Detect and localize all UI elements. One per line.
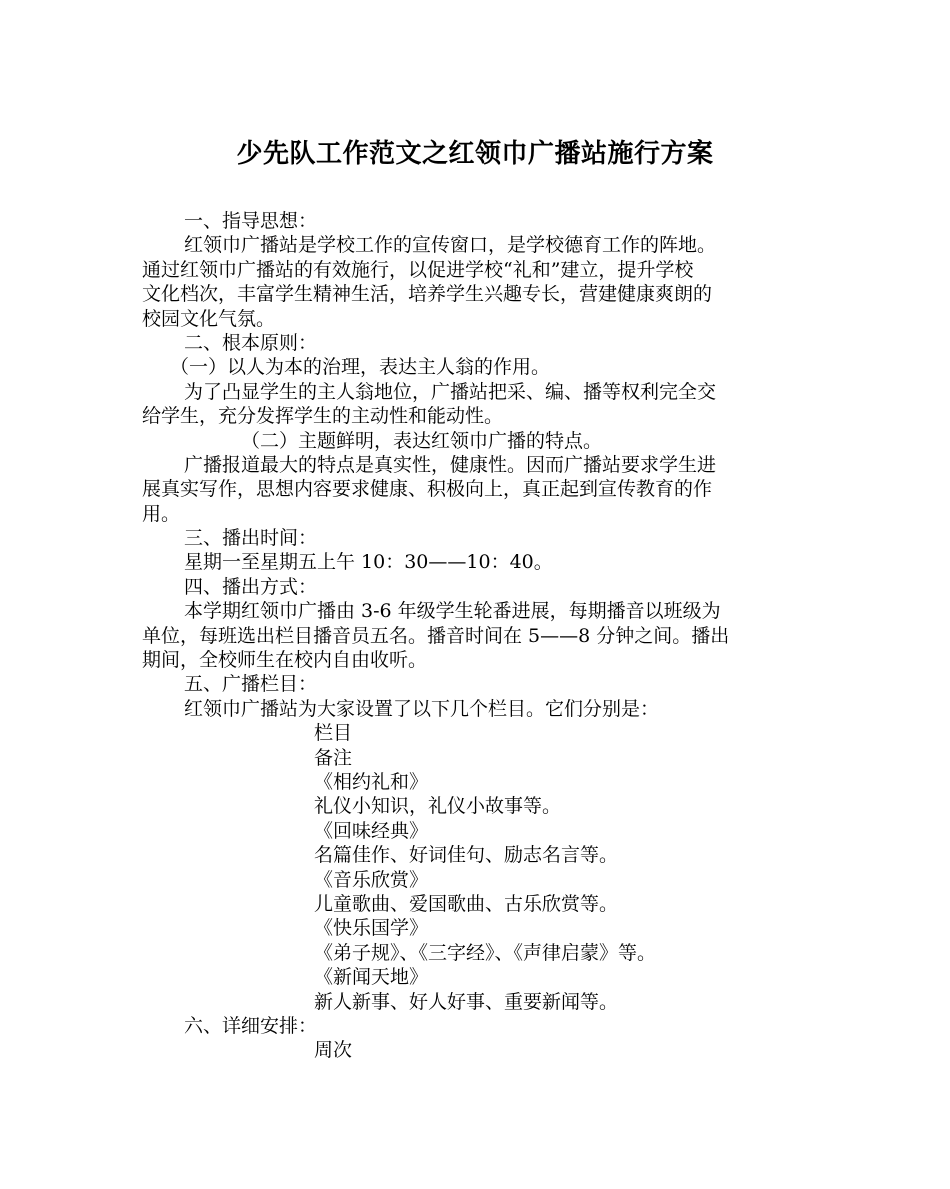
subheading-principle-2: （二）主题鲜明，表达红领巾广播的特点。: [241, 429, 603, 452]
section-heading-broadcast-columns: 五、广播栏目：: [184, 673, 318, 696]
paragraph-line: 单位，每班选出栏目播音员五名。播音时间在 5——8 分钟之间。播出: [142, 624, 730, 647]
paragraph-line: 本学期红领巾广播由 3-6 年级学生轮番进展，每期播音以班级为: [184, 600, 721, 623]
table-cell: 名篇佳作、好词佳句、励志名言等。: [314, 844, 619, 867]
paragraph-line: 广播报道最大的特点是真实性，健康性。因而广播站要求学生进: [184, 453, 717, 476]
paragraph-line: 红领巾广播站是学校工作的宣传窗口，是学校德育工作的阵地。: [184, 234, 717, 257]
section-heading-broadcast-time: 三、播出时间：: [184, 527, 318, 550]
paragraph-line: 用。: [142, 502, 181, 525]
paragraph-line: 星期一至星期五上午 10：30——10：40。: [184, 551, 553, 574]
table-header-week: 周次: [314, 1039, 353, 1062]
table-cell: 《新闻天地》: [314, 966, 429, 989]
paragraph-line: 校园文化气氛。: [142, 307, 276, 330]
table-cell: 《相约礼和》: [314, 770, 429, 793]
section-heading-basic-principles: 二、根本原则：: [184, 331, 318, 354]
table-header-column: 栏目: [314, 722, 353, 745]
table-cell: 《回味经典》: [314, 819, 429, 842]
table-cell: 儿童歌曲、爱国歌曲、古乐欣赏等。: [314, 892, 619, 915]
paragraph-line: 文化档次，丰富学生精神生活，培养学生兴趣专长，营建健康爽朗的: [142, 283, 713, 306]
table-header-remark: 备注: [314, 746, 353, 769]
table-cell: 《音乐欣赏》: [314, 868, 429, 891]
subheading-principle-1: （一）以人为本的治理，表达主人翁的作用。: [170, 356, 551, 379]
paragraph-line: 红领巾广播站为大家设置了以下几个栏目。它们分别是：: [184, 697, 660, 720]
section-heading-broadcast-method: 四、播出方式：: [184, 575, 318, 598]
paragraph-line: 为了凸显学生的主人翁地位，广播站把采、编、播等权利完全交: [184, 380, 717, 403]
table-cell: 礼仪小知识，礼仪小故事等。: [314, 795, 562, 818]
table-cell: 新人新事、好人好事、重要新闻等。: [314, 990, 619, 1013]
paragraph-line: 期间，全校师生在校内自由收听。: [142, 649, 428, 672]
document-title: 少先队工作范文之红领巾广播站施行方案: [236, 139, 714, 169]
document-body: [142, 209, 812, 1063]
table-cell: 《快乐国学》: [314, 917, 429, 940]
paragraph-line: 通过红领巾广播站的有效施行，以促进学校“礼和”建立，提升学校: [142, 258, 694, 281]
section-heading-detailed-schedule: 六、详细安排：: [184, 1014, 318, 1037]
section-heading-guiding-thought: 一、指导思想：: [184, 210, 318, 232]
paragraph-line: 给学生，充分发挥学生的主动性和能动性。: [142, 405, 504, 428]
table-cell: 《弟子规》、《三字经》、《声律启蒙》等。: [314, 941, 657, 964]
paragraph-line: 展真实写作，思想内容要求健康、积极向上，真正起到宣传教育的作: [142, 478, 713, 501]
